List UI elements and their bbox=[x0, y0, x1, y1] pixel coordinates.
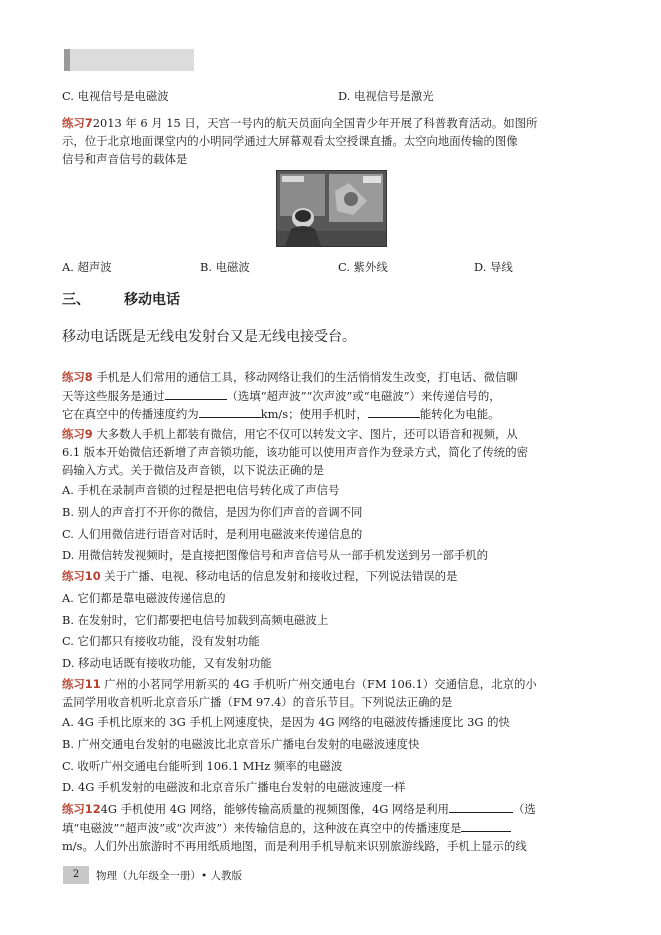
q7-option-a: A. 超声波 bbox=[62, 260, 112, 274]
q8-blank-2[interactable] bbox=[199, 405, 261, 418]
q10-option-d: D. 移动电话既有接收功能，又有发射功能 bbox=[62, 656, 272, 670]
q7-option-d: D. 导线 bbox=[474, 260, 513, 274]
q12-line-2: 填“电磁波”“超声波”或“次声波”）来传输信息的，这种波在真空中的传播速度是 bbox=[62, 819, 598, 837]
section-intro: 移动电话既是无线电发射台又是无线电接受台。 bbox=[62, 329, 356, 345]
q10-option-a: A. 它们都是靠电磁波传递信息的 bbox=[62, 591, 226, 605]
q9-line-3: 码输入方式。关于微信及声音锁，以下说法正确的是 bbox=[62, 463, 324, 477]
q8-line-2: 天等这些服务是通过 （选填“超声波”“次声波”或“电磁波”）来传递信号的， bbox=[62, 389, 501, 403]
section-title: 移动电话 bbox=[124, 292, 180, 308]
q9-option-c: C. 人们用微信进行语音对话时，是利用电磁波来传递信息的 bbox=[62, 527, 363, 541]
q11-line-1: 练习11 广州的小茗同学用新买的 4G 手机听广州交通电台（FM 106.1）交通信息，北京的小 bbox=[62, 677, 537, 691]
q12-blank-2[interactable] bbox=[461, 819, 511, 832]
q8-blank-1[interactable] bbox=[165, 387, 227, 400]
q11-option-a: A. 4G 手机比原来的 3G 手机上网速度快，是因为 4G 网络的电磁波传播速度比 3G 的快 bbox=[62, 715, 510, 729]
q11-option-b: B. 广州交通电台发射的电磁波比北京音乐广播电台发射的电磁波速度快 bbox=[62, 737, 420, 751]
q8-line-3: 它在真空中的传播速度约为 km/s；使用手机时， 能转化为电能。 bbox=[62, 407, 500, 421]
q9-option-a: A. 手机在录制声音锁的过程是把电信号转化成了声信号 bbox=[62, 483, 340, 497]
section-number: 三、 bbox=[62, 292, 90, 308]
q12-blank-1[interactable] bbox=[449, 800, 513, 813]
q12-line-3: m/s。人们外出旅游时不再用纸质地图，而是利用手机导航来识别旅游线路，手机上显示的线 bbox=[62, 839, 527, 853]
q10-stem: 练习10 关于广播、电视、移动电话的信息发射和接收过程，下列说法错误的是 bbox=[62, 569, 458, 583]
q11-label: 练习11 bbox=[62, 677, 101, 691]
space-lecture-photo-art bbox=[277, 171, 386, 246]
footer-book-title: 物理（九年级全一册）• 人教版 bbox=[96, 870, 243, 882]
q10-option-b: B. 在发射时，它们都要把电信号加载到高频电磁波上 bbox=[62, 613, 329, 627]
header-bar-mark bbox=[64, 49, 70, 71]
q9-line-1: 练习9 大多数人手机上都装有微信，用它不仅可以转发文字、图片，还可以语音和视频，从 bbox=[62, 427, 518, 441]
q9-line-2: 6.1 版本开始微信还新增了声音锁功能，该功能可以使用声音作为登录方式，简化了传统的密 bbox=[62, 445, 528, 459]
q9-label: 练习9 bbox=[62, 427, 93, 441]
q7-line-3: 信号和声音信号的载体是 bbox=[62, 152, 188, 166]
q6-option-c: C. 电视信号是电磁波 bbox=[62, 89, 169, 103]
q12-line-1: 练习124G 手机使用 4G 网络，能够传输高质量的视频图像，4G 网络是利用 （选 bbox=[62, 802, 536, 816]
q10-label: 练习10 bbox=[62, 569, 101, 583]
q8-label: 练习8 bbox=[62, 370, 93, 384]
q9-option-d: D. 用微信转发视频时，是直接把图像信号和声音信号从一部手机发送到另一部手机的 bbox=[62, 548, 489, 562]
q8-blank-3[interactable] bbox=[368, 405, 420, 418]
q6-option-d: D. 电视信号是激光 bbox=[338, 89, 434, 103]
q11-option-c: C. 收听广州交通电台能听到 106.1 MHz 频率的电磁波 bbox=[62, 759, 343, 773]
q7-option-c: C. 紫外线 bbox=[338, 260, 388, 274]
q9-option-b: B. 别人的声音打不开你的微信，是因为你们声音的音调不同 bbox=[62, 505, 363, 519]
q7-label: 练习7 bbox=[62, 116, 93, 130]
q11-line-2: 孟同学用收音机听北京音乐广播（FM 97.4）的音乐节目。下列说法正确的是 bbox=[62, 695, 453, 709]
q12-label: 练习12 bbox=[62, 802, 101, 816]
q10-option-c: C. 它们都只有接收功能，没有发射功能 bbox=[62, 634, 260, 648]
space-lecture-photo bbox=[276, 170, 387, 247]
header-bar bbox=[64, 49, 194, 71]
q11-option-d: D. 4G 手机发射的电磁波和北京音乐广播电台发射的电磁波速度一样 bbox=[62, 780, 406, 794]
q7-line-1: 练习72013 年 6 月 15 日，天宫一号内的航天员面向全国青少年开展了科普教育活动。如图所 bbox=[62, 116, 538, 130]
q7-option-b: B. 电磁波 bbox=[200, 260, 250, 274]
page-number: 2 bbox=[63, 866, 89, 884]
q8-line-1: 练习8 手机是人们常用的通信工具，移动网络让我们的生活悄悄发生改变，打电话、微信聊 bbox=[62, 370, 518, 384]
section-heading bbox=[62, 289, 180, 309]
q7-line-2: 示，位于北京地面课堂内的小明同学通过大屏幕观看太空授课直播。太空向地面传输的图像 bbox=[62, 134, 518, 148]
